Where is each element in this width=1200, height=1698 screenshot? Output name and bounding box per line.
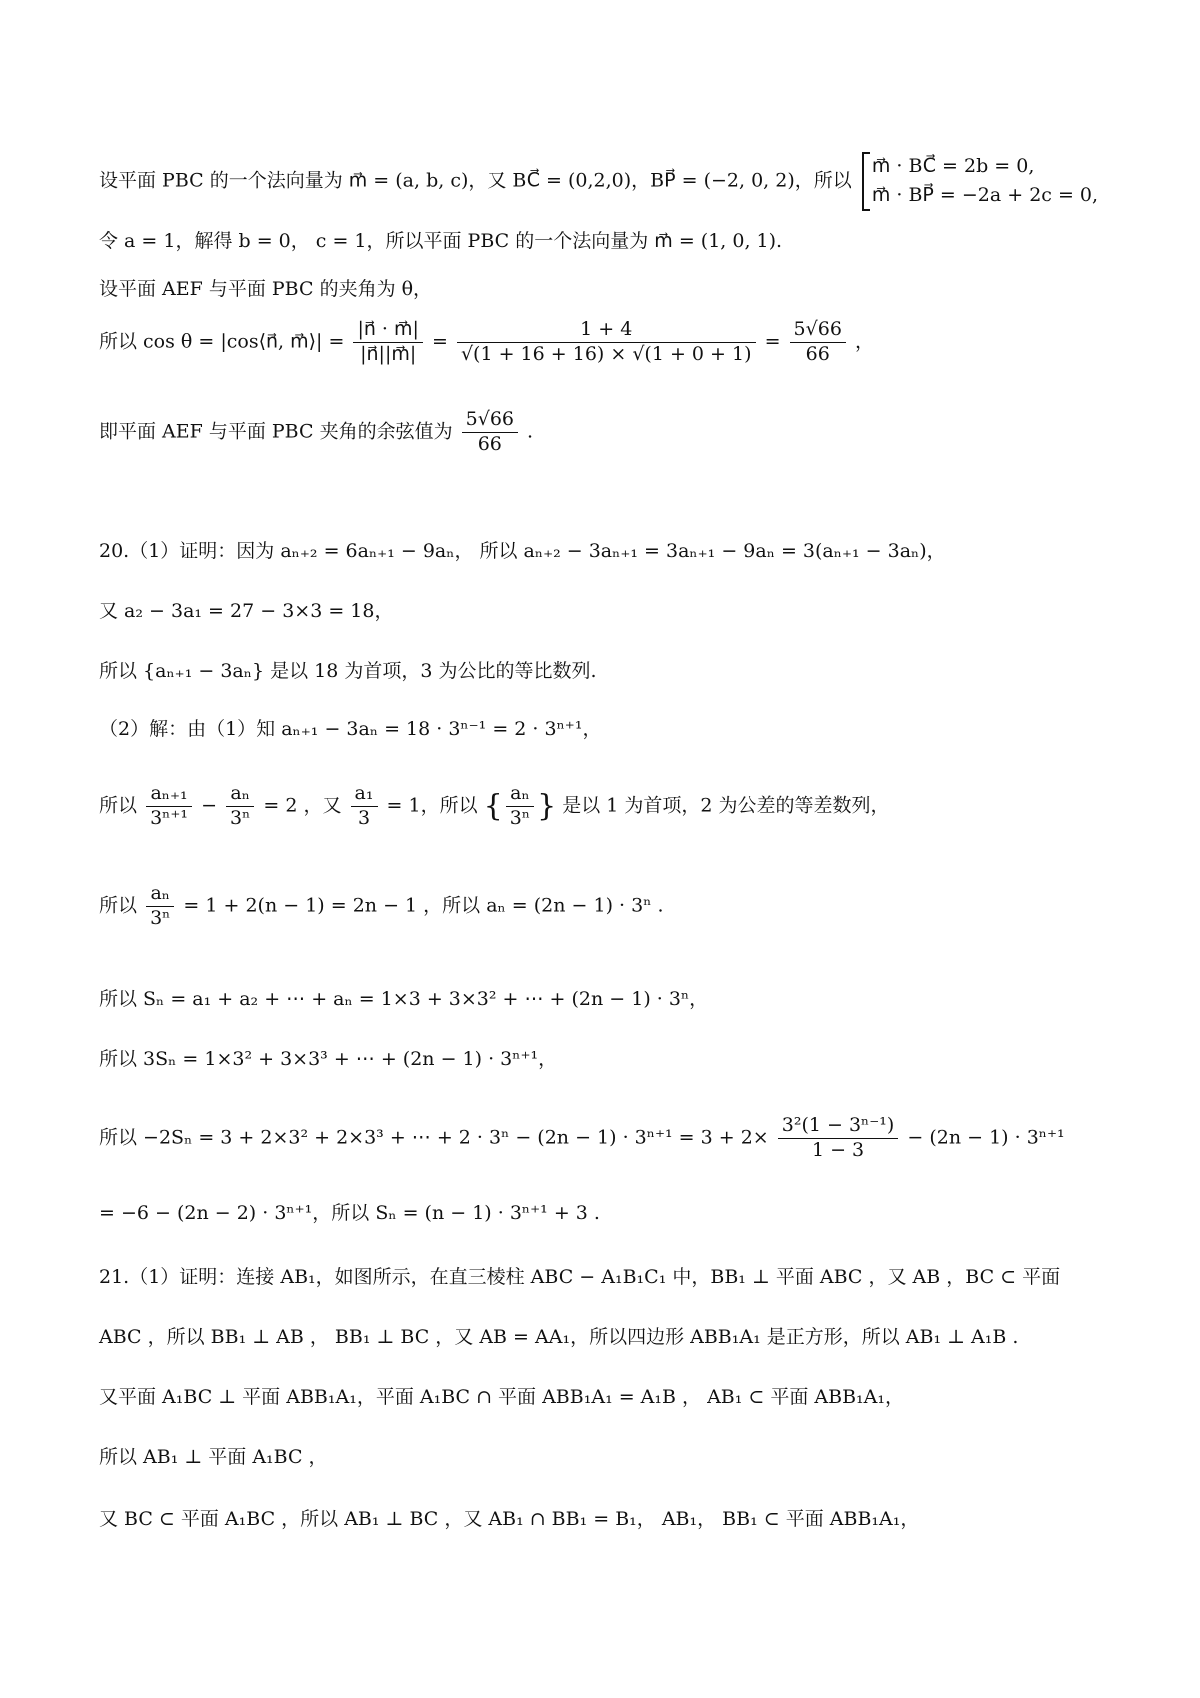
fraction-denominator: 3ⁿ — [150, 906, 171, 929]
fraction-numerator: aₙ — [226, 782, 254, 807]
prefix: 所以 — [99, 894, 138, 917]
fraction-denominator: 3ⁿ — [230, 806, 251, 829]
text-line-3: 设平面 AEF 与平面 PBC 的夹角为 θ， — [99, 278, 433, 300]
fraction — [506, 782, 534, 831]
minus-sign: − — [201, 794, 217, 817]
text: 是以 1 为首项，2 为公差的等差数列， — [562, 794, 890, 817]
cosine-answer-line — [99, 408, 1140, 457]
answer-fraction — [462, 408, 518, 457]
problem-20-part-1: 20.（1）证明：因为 aₙ₊₂ = 6aₙ₊₁ − 9aₙ， 所以 aₙ₊₂ − 3aₙ₊₁ = 3aₙ₊₁ − 9aₙ = 3(aₙ₊₁ − 3aₙ)， — [99, 540, 946, 562]
equation-system — [862, 152, 1098, 211]
equals-sign: = — [431, 330, 448, 353]
fraction-numerator: 3²(1 − 3ⁿ⁻¹) — [778, 1114, 899, 1139]
text-line-1 — [99, 152, 1140, 211]
fraction-denominator: 1 − 3 — [811, 1138, 865, 1161]
fraction-denominator: 3ⁿ — [509, 806, 531, 829]
equals-sign: = — [764, 330, 781, 353]
left-brace: { — [483, 788, 503, 824]
normal-vector-setup: 设平面 PBC 的一个法向量为 m⃗ = (a, b, c)，又 BC⃗ = (0,2,0)，BP⃗ = (−2, 0, 2)，所以 — [99, 169, 852, 192]
text: = 1 + 2(n − 1) = 2n − 1 ，所以 aₙ = (2n − 1) · 3ⁿ . — [183, 894, 664, 917]
sum-result-line: = −6 − (2n − 2) · 3ⁿ⁺¹，所以 Sₙ = (n − 1) · 3ⁿ⁺¹ + 3 . — [99, 1202, 600, 1224]
fraction-numeric — [457, 318, 756, 367]
text: 所以 −2Sₙ = 3 + 2×3² + 2×3³ + ⋯ + 2 · 3ⁿ − (2n − 1) · 3ⁿ⁺¹ = 3 + 2× — [99, 1126, 769, 1149]
fraction-denominator: √(1 + 16 + 16) × √(1 + 0 + 1) — [460, 342, 752, 365]
fraction-numerator: aₙ₊₁ — [146, 782, 192, 807]
answer-prefix: 即平面 AEF 与平面 PBC 夹角的余弦值为 — [99, 420, 453, 443]
fraction-dot-over-norms — [353, 318, 422, 367]
fraction — [146, 782, 192, 831]
text-line-2: 令 a = 1，解得 b = 0， c = 1，所以平面 PBC 的一个法向量为 m⃗ = (1, 0, 1). — [99, 230, 783, 252]
arithmetic-sequence-line — [99, 782, 1140, 831]
fraction-denominator: 66 — [477, 432, 502, 455]
equation-1: m⃗ · BC⃗ = 2b = 0, — [871, 155, 1035, 177]
fraction-denominator: 3ⁿ⁺¹ — [150, 806, 189, 829]
text-line-a2: 又 a₂ − 3a₁ = 27 − 3×3 = 18， — [99, 600, 394, 622]
text-line-square: ABC ，所以 BB₁ ⊥ AB ， BB₁ ⊥ BC ，又 AB = AA₁，所以四边形 ABB₁A₁ 是正方形，所以 AB₁ ⊥ A₁B . — [99, 1326, 1019, 1348]
fraction-result — [790, 318, 846, 367]
fraction-denominator: 66 — [805, 342, 830, 365]
text-line-ab1-perp: 所以 AB₁ ⊥ 平面 A₁BC ， — [99, 1446, 328, 1468]
fraction — [778, 1114, 899, 1163]
sum-line-3 — [99, 1114, 1140, 1163]
fraction-numerator: |n⃗ · m⃗| — [353, 318, 422, 343]
equation-2: m⃗ · BP⃗ = −2a + 2c = 0, — [871, 184, 1099, 207]
sum-line-2: 所以 3Sₙ = 1×3² + 3×3³ + ⋯ + (2n − 1) · 3ⁿ⁺¹， — [99, 1048, 558, 1070]
right-brace: } — [537, 788, 557, 824]
punctuation: . — [527, 420, 534, 443]
cosine-formula-line — [99, 318, 1140, 367]
sum-line-1: 所以 Sₙ = a₁ + a₂ + ⋯ + aₙ = 1×3 + 3×3² + ⋯ + (2n − 1) · 3ⁿ， — [99, 988, 709, 1010]
problem-20-part-2: （2）解：由（1）知 aₙ₊₁ − 3aₙ = 18 · 3ⁿ⁻¹ = 2 · 3ⁿ⁺¹， — [99, 718, 602, 740]
text-line-bc-subset: 又 BC ⊂ 平面 A₁BC ，所以 AB₁ ⊥ BC ，又 AB₁ ∩ BB₁ = B₁， AB₁， BB₁ ⊂ 平面 ABB₁A₁， — [99, 1508, 920, 1530]
fraction-numerator: aₙ — [506, 782, 534, 807]
cosine-prefix: 所以 cos θ = |cos⟨n⃗, m⃗⟩| = — [99, 330, 345, 353]
fraction-numerator: 1 + 4 — [457, 318, 756, 343]
text: − (2n − 1) · 3ⁿ⁺¹ — [907, 1126, 1065, 1149]
punctuation: ， — [854, 330, 874, 353]
fraction-numerator: aₙ — [146, 882, 174, 907]
fraction — [226, 782, 254, 831]
fraction-denominator: 3 — [357, 806, 371, 829]
general-term-line — [99, 882, 1140, 931]
fraction-numerator: 5√66 — [462, 408, 518, 433]
fraction — [351, 782, 378, 831]
fraction-numerator: a₁ — [351, 782, 378, 807]
prefix: 所以 — [99, 794, 138, 817]
text: = 1，所以 — [386, 794, 478, 817]
geometric-sequence-conclusion: 所以 {aₙ₊₁ − 3aₙ} 是以 18 为首项，3 为公比的等比数列. — [99, 660, 597, 682]
fraction — [146, 882, 174, 931]
text-line-perpendicular-planes: 又平面 A₁BC ⊥ 平面 ABB₁A₁，平面 A₁BC ∩ 平面 ABB₁A₁ = A₁B ， AB₁ ⊂ 平面 ABB₁A₁， — [99, 1386, 905, 1408]
fraction-denominator: |n⃗||m⃗| — [360, 342, 417, 365]
text: = 2 ，又 — [263, 794, 342, 817]
fraction-numerator: 5√66 — [790, 318, 846, 343]
problem-21-part-1: 21.（1）证明：连接 AB₁，如图所示，在直三棱柱 ABC − A₁B₁C₁ 中，BB₁ ⊥ 平面 ABC ，又 AB ，BC ⊂ 平面 — [99, 1266, 1061, 1288]
